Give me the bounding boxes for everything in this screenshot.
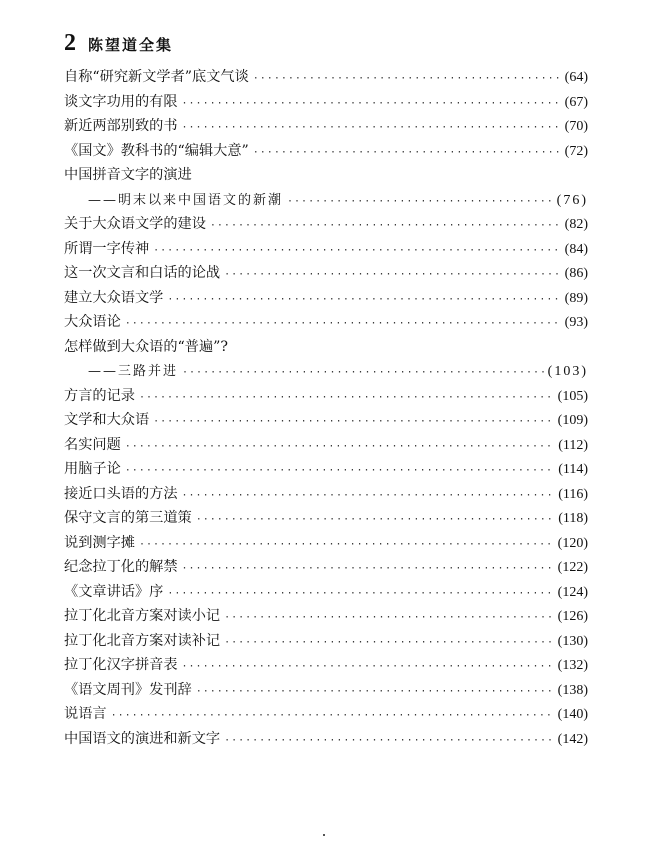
toc-entry-title: 拉丁化汉字拼音表: [64, 657, 178, 673]
page-number: 2: [64, 30, 76, 56]
toc-page-number: (124): [557, 584, 588, 600]
toc-entry: [64, 409, 588, 434]
toc-page-number: (120): [557, 535, 588, 551]
toc-entry-title: 说到测字摊: [64, 534, 135, 551]
toc-page-number: (82): [564, 217, 588, 232]
toc-entry: [64, 703, 588, 728]
toc-page-number: (89): [564, 290, 588, 306]
toc-entry-title: 接近口头语的方法: [64, 485, 178, 502]
toc-entry-title: 这一次文言和白话的论战: [64, 265, 221, 281]
toc-entry-title: 用脑子论: [64, 461, 121, 477]
toc-entry-title: 保守文言的第三道策: [64, 510, 192, 526]
toc-page-number: (140): [557, 707, 588, 722]
toc-page-number: (109): [557, 413, 588, 428]
toc-entry: [64, 213, 588, 238]
toc-page-number: (76): [556, 192, 588, 208]
dot-leader: [153, 245, 561, 256]
toc-entry: [64, 434, 588, 459]
toc-entry-title: 关于大众语文学的建设: [64, 216, 206, 232]
toc-entry-title: 名实问题: [64, 436, 121, 453]
toc-entry: [64, 91, 588, 116]
toc-entry: [64, 385, 588, 410]
dot-leader: [125, 441, 554, 452]
dot-leader: [111, 710, 554, 721]
book-title: 陈望道全集: [88, 36, 174, 54]
toc-entry: [64, 483, 588, 508]
toc-entry-title: 所谓一字传神: [64, 240, 150, 257]
dot-leader: [139, 392, 554, 403]
toc-entry: [64, 287, 588, 312]
dot-leader: [182, 563, 554, 574]
toc-entry-title: 新近两部别致的书: [64, 118, 178, 134]
dot-leader: [287, 196, 553, 207]
toc-entry: [64, 630, 588, 655]
running-header: [64, 30, 173, 57]
toc-page-number: (118): [558, 511, 588, 526]
dot-leader: [196, 514, 554, 525]
toc-entry: [64, 556, 588, 581]
toc-entry: [64, 140, 588, 165]
toc-entry: [64, 605, 588, 630]
toc-entry: [64, 115, 588, 140]
toc-page-number: (130): [557, 633, 588, 649]
toc-entry-title: 怎样做到大众语的“普遍”?: [64, 338, 228, 355]
dot-leader: [182, 367, 544, 378]
dot-leader: [125, 465, 554, 476]
toc-page-number: (72): [564, 143, 588, 159]
toc-subtitle-entry: [64, 189, 588, 214]
dot-leader: [224, 269, 561, 280]
dot-leader: [224, 612, 554, 623]
toc-entry: [64, 532, 588, 557]
toc-subtitle-entry: [64, 360, 588, 385]
toc-entry-title: ——三路并进: [88, 364, 179, 379]
toc-page-number: (132): [557, 658, 588, 673]
toc-entry-title: 拉丁化北音方案对读小记: [64, 608, 221, 624]
dot-leader: [167, 588, 553, 599]
toc-page-number: (116): [558, 486, 588, 502]
toc-entry: [64, 336, 588, 361]
toc-entry: [64, 238, 588, 263]
toc-entry: [64, 262, 588, 287]
toc-entry-title: 《语文周刊》发刊辞: [64, 681, 192, 698]
dot-leader: [224, 637, 554, 648]
toc-entry: [64, 507, 588, 532]
dot-leader: [182, 122, 561, 133]
dot-leader: [153, 416, 554, 427]
toc-page-number: (126): [557, 609, 588, 624]
toc-entry-title: 纪念拉丁化的解禁: [64, 559, 178, 575]
dot-leader: [210, 220, 561, 231]
dot-leader: [167, 294, 560, 305]
toc-entry-title: 中国拼音文字的演进: [64, 167, 192, 183]
table-of-contents: [64, 66, 588, 752]
toc-page-number: (86): [564, 266, 588, 281]
toc-page-number: (64): [564, 70, 588, 85]
dot-leader: [139, 539, 554, 550]
toc-entry-title: 说语言: [64, 706, 107, 722]
toc-entry-title: 方言的记录: [64, 387, 135, 404]
toc-entry: [64, 458, 588, 483]
toc-entry: [64, 654, 588, 679]
dot-leader: [196, 686, 554, 697]
toc-page-number: (142): [557, 731, 588, 747]
toc-page-number: (122): [557, 560, 588, 575]
toc-entry: [64, 728, 588, 753]
dot-leader: [253, 147, 561, 158]
toc-page-number: (105): [557, 388, 588, 404]
dot-leader: [125, 318, 561, 329]
toc-entry-title: 大众语论: [64, 314, 121, 330]
toc-entry-title: 《文章讲话》序: [64, 583, 164, 600]
toc-page-number: (138): [557, 682, 588, 698]
dot-leader: [182, 661, 554, 672]
print-speck: [323, 834, 325, 836]
toc-page-number: (93): [564, 315, 588, 330]
toc-entry: [64, 581, 588, 606]
toc-page-number: (70): [564, 119, 588, 134]
dot-leader: [253, 73, 561, 84]
toc-entry: [64, 679, 588, 704]
toc-entry-title: ——明末以来中国语文的新潮: [88, 192, 284, 208]
toc-entry-title: 谈文字功用的有限: [64, 93, 178, 110]
toc-entry-title: 中国语文的演进和新文字: [64, 730, 221, 747]
toc-entry-title: 建立大众语文学: [64, 289, 164, 306]
toc-entry-title: 《国文》教科书的“编辑大意”: [64, 142, 249, 159]
dot-leader: [182, 98, 561, 109]
toc-entry-title: 文学和大众语: [64, 412, 150, 428]
toc-page-number: (114): [558, 462, 588, 477]
toc-entry-title: 拉丁化北音方案对读补记: [64, 632, 221, 649]
toc-page-number: (112): [558, 437, 588, 453]
dot-leader: [182, 490, 555, 501]
toc-entry: [64, 66, 588, 91]
toc-page-number: (67): [564, 94, 588, 110]
toc-entry-title: 自称“研究新文学者”底文气谈: [64, 69, 249, 85]
toc-entry: [64, 311, 588, 336]
dot-leader: [224, 735, 554, 746]
toc-entry: [64, 164, 588, 189]
toc-page-number: (84): [564, 241, 588, 257]
toc-page-number: (103): [547, 364, 588, 379]
